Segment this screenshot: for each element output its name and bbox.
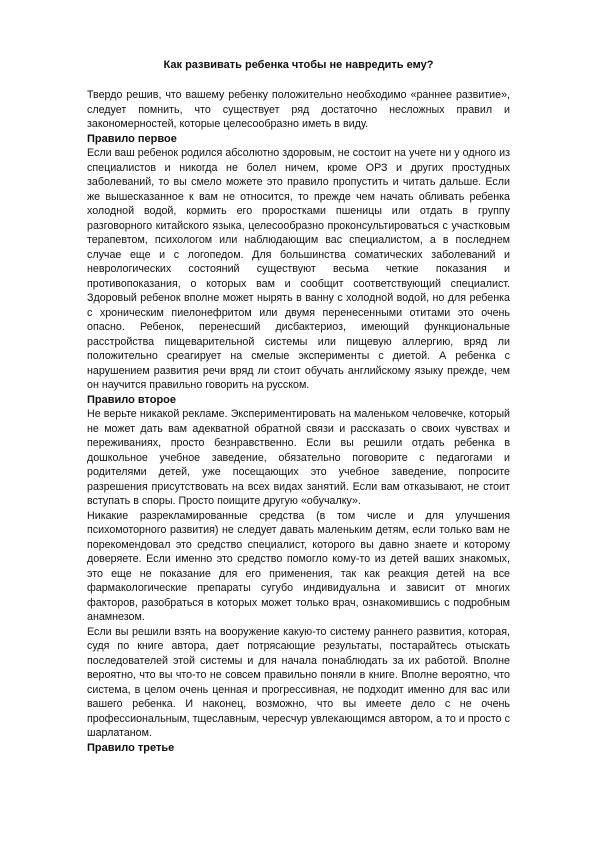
rule-one-heading: Правило первое [87, 132, 177, 145]
rule-three-heading: Правило третье [87, 741, 175, 754]
rule-two-paragraph-1: Не верьте никакой рекламе. Экспериментировать на маленьком человечке, который не может дать вам адекватной обратной связи и рассказать о своих чувствах и переживаниях, просто безнравственно. Если вы решили отдать ребенка в дошкольное учебное заведение, обязательно поговорите с педагогами и родителями детей, уже посещающих это учебное заведение, попросите разрешения присутствовать на всех видах занятий. Если вам отказывают, не стоит вступать в споры. Просто поищите другую «обучалку». [87, 408, 510, 507]
rule-two-heading: Правило второе [87, 393, 177, 406]
rule-two-paragraph-3: Если вы решили взять на вооружение какую-то систему раннего развития, которая, судя по книге автора, дает потрясающие результаты, постарайтесь отыскать последователей этой системы и для начала понаблюдать за их работой. Вполне вероятно, что вы что-то не совсем правильно поняли в книге. Вполне вероятно, что система, в целом очень ценная и прогрессивная, не подходит именно для вас или вашего ребенка. И наконец, возможно, что вы имеете дело с не очень профессиональным, тщеславным, чересчур увлекающимся автором, а то и просто с шарлатаном. [87, 625, 510, 739]
rule-two-paragraph-2: Никакие разрекламированные средства (в том числе и для улучшения психомоторного развития) не следует давать маленьким детям, если только вам не порекомендовал это средство специалист, которого вы давно знаете и которому доверяете. Если именно это средство помогло кому-то из детей ваших знакомых, это еще не показание для его применения, так как реакция детей на все фармакологические препараты сугубо индивидуальна и зависит от многих факторов, разобраться в которых может только врач, ознакомившись с подробным анамнезом. [87, 509, 510, 623]
document-body [87, 58, 510, 755]
rule-one-paragraph: Если ваш ребенок родился абсолютно здоровым, не состоит на учете ни у одного из специалистов и никогда не болел ничем, кроме ОРЗ и других простудных заболеваний, то вы смело можете это правило пропустить и читать дальше. Если же вышесказанное к вам не относится, то прежде чем начать обливать ребенка холодной водой, кормить его проростками пшеницы или отдать в группу разговорного китайского языка, целесообразно проконсультироваться с участковым терапевтом, психологом или наблюдающим вас специалистом, а в последнем случае еще и с логопедом. Для большинства соматических заболеваний и неврологических состояний существуют весьма четкие показания и противопоказания, о которых вам и сообщит соответствующий специалист. Здоровый ребенок вполне может нырять в ванну с холодной водой, но для ребенка с хроническим пиелонефритом или двумя перенесенными отитами это очень опасно. Ребенок, перенесший дисбактериоз, имеющий функциональные расстройства пищеварительной системы или пищевую аллергию, вряд ли положительно среагирует на смелые эксперименты с диетой. А ребенка с нарушением развития речи вряд ли стоит обучать английскому языку прежде, чем он научится правильно говорить на русском. [87, 147, 510, 391]
intro-paragraph: Твердо решив, что вашему ребенку положительно необходимо «раннее развитие», следует помнить, что существует ряд достаточно несложных правил и закономерностей, которые целесообразно иметь в виду. [87, 89, 510, 130]
document-title: Как развивать ребенка чтобы не навредить ему? [163, 59, 434, 71]
